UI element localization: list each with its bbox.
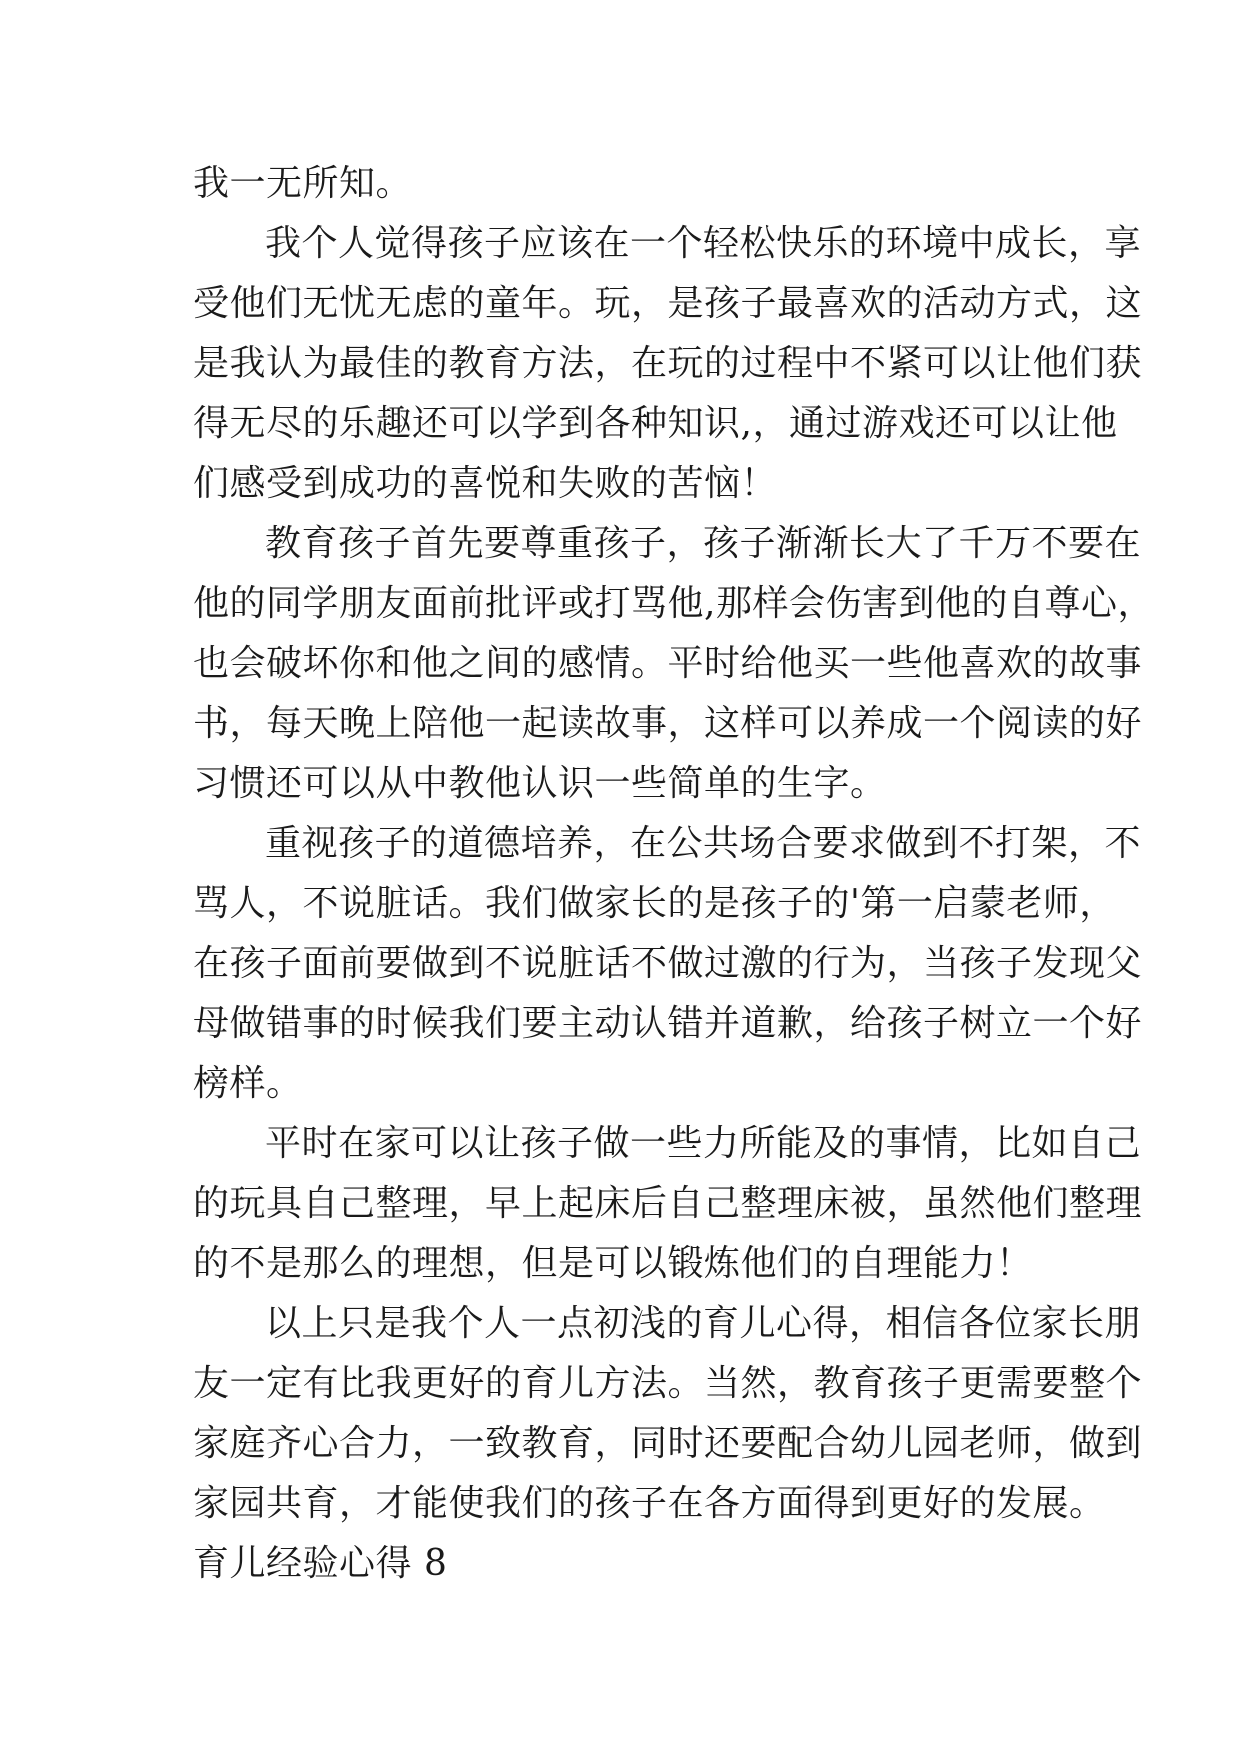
- text-line: 家园共育，才能使我们的孩子在各方面得到更好的发展。: [193, 1483, 1106, 1524]
- paragraph-first-line: 平时在家可以让孩子做一些力所能及的事情，比如自己: [265, 1123, 1142, 1164]
- text-line: 家庭齐心合力，一致教育，同时还要配合幼儿园老师，做到: [193, 1423, 1143, 1464]
- text-line: 受他们无忧无虑的童年。玩，是孩子最喜欢的活动方式，这: [193, 283, 1143, 324]
- text-line: 在孩子面前要做到不说脏话不做过激的行为，当孩子发现父: [193, 943, 1143, 984]
- document-body: [193, 154, 1154, 1594]
- text-line: 的玩具自己整理，早上起床后自己整理床被，虽然他们整理: [193, 1183, 1143, 1224]
- text-line: 们感受到成功的喜悦和失败的苦恼！: [193, 463, 778, 504]
- text-line: 是我认为最佳的教育方法，在玩的过程中不紧可以让他们获: [193, 343, 1143, 384]
- paragraph-first-line: 教育孩子首先要尊重孩子，孩子渐渐长大了千万不要在: [265, 523, 1142, 564]
- section-heading: 育儿经验心得 8: [193, 1543, 448, 1584]
- paragraph-first-line: 以上只是我个人一点初浅的育儿心得，相信各位家长朋: [265, 1303, 1142, 1344]
- paragraph-first-line: 我个人觉得孩子应该在一个轻松快乐的环境中成长，享: [265, 223, 1142, 264]
- paragraph-first-line: 重视孩子的道德培养，在公共场合要求做到不打架，不: [265, 823, 1142, 864]
- text-line: 榜样。: [193, 1063, 303, 1104]
- text-line: 母做错事的时候我们要主动认错并道歉，给孩子树立一个好: [193, 1003, 1143, 1044]
- text-line: 友一定有比我更好的育儿方法。当然，教育孩子更需要整个: [193, 1363, 1143, 1404]
- text-line: 他的同学朋友面前批评或打骂他,那样会伤害到他的自尊心，: [193, 583, 1154, 624]
- text-line: 习惯还可以从中教他认识一些简单的生字。: [193, 763, 887, 804]
- text-line: 书，每天晚上陪他一起读故事，这样可以养成一个阅读的好: [193, 703, 1143, 744]
- text-line: 骂人，不说脏话。我们做家长的是孩子的'第一启蒙老师，: [193, 883, 1116, 924]
- text-line: 也会破坏你和他之间的感情。平时给他买一些他喜欢的故事: [193, 643, 1143, 684]
- text-line: 的不是那么的理想，但是可以锻炼他们的自理能力！: [193, 1243, 1033, 1284]
- text-line: 得无尽的乐趣还可以学到各种知识,，通过游戏还可以让他: [193, 403, 1118, 444]
- text-line: 我一无所知。: [193, 163, 413, 204]
